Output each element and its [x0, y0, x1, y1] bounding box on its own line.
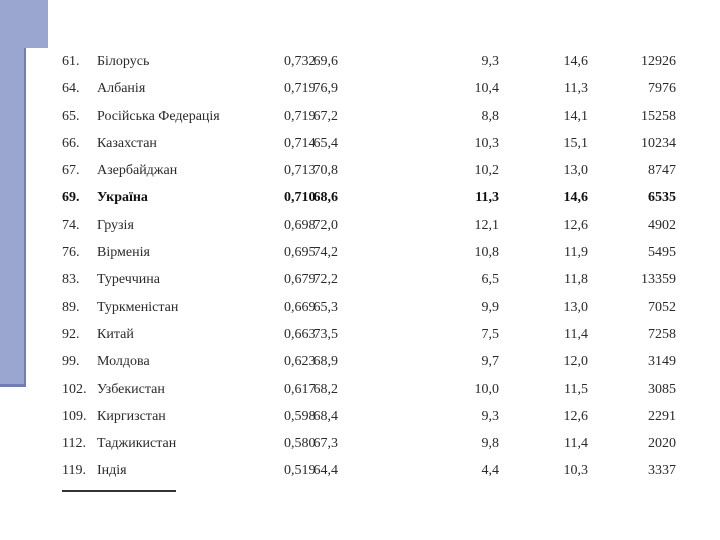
gni-per-capita-cell: 15258	[641, 108, 676, 124]
table-row	[62, 130, 682, 157]
life-expectancy-cell: 73,5	[313, 326, 338, 342]
expected-schooling-cell: 12,0	[563, 354, 588, 370]
life-expectancy-cell: 72,2	[313, 272, 338, 288]
education-years-cell: 10,4	[474, 81, 499, 97]
hdi-cell: 0,698	[284, 217, 316, 233]
rank-cell: 67.	[62, 163, 80, 179]
rank-cell: 74.	[62, 217, 80, 233]
table-row	[62, 376, 682, 403]
hdi-cell: 0,663	[284, 326, 316, 342]
education-years-cell: 4,4	[481, 463, 499, 479]
education-years-cell: 12,1	[474, 217, 499, 233]
rank-cell: 69.	[62, 190, 80, 206]
rank-cell: 102.	[62, 381, 87, 397]
gni-per-capita-cell: 7052	[648, 299, 676, 315]
expected-schooling-cell: 11,3	[564, 81, 588, 97]
life-expectancy-cell: 67,3	[313, 436, 338, 452]
rank-cell: 92.	[62, 326, 80, 342]
gni-per-capita-cell: 7976	[648, 81, 676, 97]
life-expectancy-cell: 76,9	[313, 81, 338, 97]
life-expectancy-cell: 70,8	[313, 163, 338, 179]
expected-schooling-cell: 11,4	[564, 326, 588, 342]
country-cell: Російська Федерація	[97, 108, 220, 124]
education-years-cell: 8,8	[481, 108, 499, 124]
rank-cell: 99.	[62, 354, 80, 370]
education-years-cell: 7,5	[481, 326, 499, 342]
rank-cell: 61.	[62, 54, 80, 69]
expected-schooling-cell: 11,5	[564, 381, 588, 397]
education-years-cell: 10,0	[474, 381, 499, 397]
rank-cell: 64.	[62, 81, 80, 97]
country-cell: Азербайджан	[97, 163, 178, 179]
education-years-cell: 10,2	[474, 163, 499, 179]
country-cell: Грузія	[97, 217, 134, 233]
rank-cell: 83.	[62, 272, 80, 288]
education-years-cell: 9,7	[481, 354, 499, 370]
gni-per-capita-cell: 6535	[648, 190, 676, 206]
education-years-cell: 6,5	[481, 272, 499, 288]
gni-per-capita-cell: 3149	[648, 354, 676, 370]
rank-cell: 89.	[62, 299, 80, 315]
expected-schooling-cell: 14,6	[563, 54, 588, 69]
expected-schooling-cell: 14,6	[563, 190, 588, 206]
rank-cell: 66.	[62, 135, 80, 151]
country-cell: Білорусь	[97, 54, 150, 69]
expected-schooling-cell: 11,9	[564, 245, 588, 261]
table-row	[62, 75, 682, 102]
hdi-cell: 0,519	[284, 463, 316, 479]
gni-per-capita-cell: 4902	[648, 217, 676, 233]
country-cell: Казахстан	[97, 135, 157, 151]
expected-schooling-cell: 13,0	[563, 163, 588, 179]
life-expectancy-cell: 68,4	[313, 408, 338, 424]
education-years-cell: 11,3	[475, 190, 499, 206]
hdi-cell: 0,713	[284, 163, 316, 179]
table-row	[62, 266, 682, 293]
life-expectancy-cell: 68,9	[313, 354, 338, 370]
country-cell: Індія	[97, 463, 127, 479]
education-years-cell: 10,8	[474, 245, 499, 261]
education-years-cell: 9,8	[481, 436, 499, 452]
hdi-table	[62, 48, 682, 485]
life-expectancy-cell: 68,2	[313, 381, 338, 397]
life-expectancy-cell: 64,4	[313, 463, 338, 479]
side-bar-shadow	[24, 48, 26, 387]
country-cell: Україна	[97, 190, 148, 206]
hdi-cell: 0,598	[284, 408, 316, 424]
side-bar-decoration	[0, 48, 24, 384]
country-cell: Таджикистан	[97, 436, 177, 452]
hdi-cell: 0,719	[284, 81, 316, 97]
rank-cell: 109.	[62, 408, 87, 424]
country-cell: Туреччина	[97, 272, 160, 288]
life-expectancy-cell: 65,4	[313, 135, 338, 151]
expected-schooling-cell: 12,6	[563, 217, 588, 233]
hdi-cell: 0,732	[284, 54, 316, 69]
expected-schooling-cell: 14,1	[563, 108, 588, 124]
country-cell: Вірменія	[97, 245, 150, 261]
rank-cell: 112.	[62, 436, 86, 452]
hdi-cell: 0,714	[284, 135, 316, 151]
hdi-cell: 0,710	[284, 190, 316, 206]
country-cell: Туркменістан	[97, 299, 179, 315]
life-expectancy-cell: 74,2	[313, 245, 338, 261]
hdi-cell: 0,719	[284, 108, 316, 124]
gni-per-capita-cell: 3085	[648, 381, 676, 397]
table-row	[62, 103, 682, 130]
rank-cell: 76.	[62, 245, 80, 261]
gni-per-capita-cell: 10234	[641, 135, 676, 151]
life-expectancy-cell: 67,2	[313, 108, 338, 124]
education-years-cell: 10,3	[474, 135, 499, 151]
gni-per-capita-cell: 12926	[641, 54, 676, 69]
gni-per-capita-cell: 7258	[648, 326, 676, 342]
country-cell: Молдова	[97, 354, 150, 370]
expected-schooling-cell: 11,8	[564, 272, 588, 288]
table-row	[62, 430, 682, 457]
gni-per-capita-cell: 5495	[648, 245, 676, 261]
expected-schooling-cell: 15,1	[563, 135, 588, 151]
table-row	[62, 48, 682, 75]
hdi-cell: 0,580	[284, 436, 316, 452]
gni-per-capita-cell: 13359	[641, 272, 676, 288]
table-row	[62, 457, 682, 484]
country-cell: Киргизстан	[97, 408, 166, 424]
table-row	[62, 239, 682, 266]
table-row	[62, 403, 682, 430]
table-row	[62, 321, 682, 348]
country-cell: Китай	[97, 326, 134, 342]
footnote-rule	[62, 490, 176, 492]
side-bar-bottom-shadow	[0, 384, 26, 387]
gni-per-capita-cell: 8747	[648, 163, 676, 179]
education-years-cell: 9,9	[481, 299, 499, 315]
gni-per-capita-cell: 2291	[648, 408, 676, 424]
life-expectancy-cell: 65,3	[313, 299, 338, 315]
hdi-cell: 0,669	[284, 299, 316, 315]
expected-schooling-cell: 11,4	[564, 436, 588, 452]
life-expectancy-cell: 68,6	[313, 190, 338, 206]
gni-per-capita-cell: 3337	[648, 463, 676, 479]
table-row	[62, 294, 682, 321]
expected-schooling-cell: 13,0	[563, 299, 588, 315]
country-cell: Албанія	[97, 81, 146, 97]
hdi-cell: 0,679	[284, 272, 316, 288]
rank-cell: 65.	[62, 108, 80, 124]
table-row	[62, 212, 682, 239]
hdi-cell: 0,695	[284, 245, 316, 261]
country-cell: Узбекистан	[97, 381, 165, 397]
table-row	[62, 348, 682, 375]
table-row	[62, 184, 682, 211]
corner-decoration	[0, 0, 48, 48]
expected-schooling-cell: 12,6	[563, 408, 588, 424]
gni-per-capita-cell: 2020	[648, 436, 676, 452]
life-expectancy-cell: 72,0	[313, 217, 338, 233]
expected-schooling-cell: 10,3	[563, 463, 588, 479]
table-row	[62, 157, 682, 184]
education-years-cell: 9,3	[481, 54, 499, 69]
hdi-cell: 0,617	[284, 381, 316, 397]
hdi-cell: 0,623	[284, 354, 316, 370]
rank-cell: 119.	[62, 463, 86, 479]
life-expectancy-cell: 69,6	[313, 54, 338, 69]
education-years-cell: 9,3	[481, 408, 499, 424]
